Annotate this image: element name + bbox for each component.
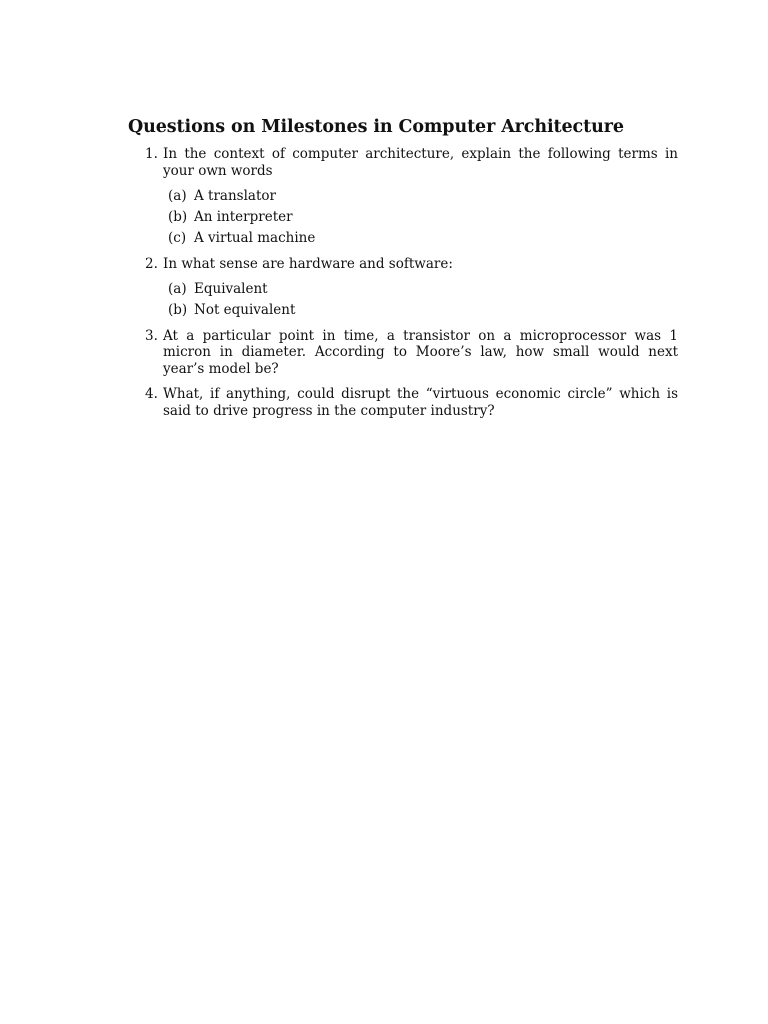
- subitem-list: [163, 281, 678, 319]
- subitem-text: An interpreter: [194, 209, 293, 225]
- subitem-list: [163, 188, 678, 247]
- subitem-text: Not equivalent: [194, 302, 296, 318]
- subitem: [163, 281, 678, 298]
- document-content: [128, 114, 678, 428]
- subitem: [163, 209, 678, 226]
- question-text: At a particular point in time, a transistor on a microprocessor was 1 micron in diameter. According to Moore’s law, how small would next year’s model be?: [163, 327, 678, 377]
- document-title: Questions on Milestones in Computer Architecture: [128, 117, 624, 137]
- question-number: 4.: [145, 386, 158, 402]
- subitem-label: (b): [168, 209, 188, 225]
- question-text: In what sense are hardware and software:: [163, 255, 453, 272]
- question-number: 1.: [145, 146, 158, 162]
- question-number: 2.: [145, 255, 158, 272]
- question-3: [128, 328, 678, 378]
- subitem-label: (a): [168, 188, 187, 204]
- question-text: In the context of computer architecture, explain the following terms in your own words: [163, 146, 678, 179]
- subitem-text: Equivalent: [194, 281, 268, 297]
- question-list: [128, 146, 678, 419]
- subitem-label: (c): [168, 230, 187, 246]
- subitem: [163, 230, 678, 247]
- subitem-text: A virtual machine: [194, 230, 316, 246]
- question-4: [128, 386, 678, 419]
- subitem: [163, 188, 678, 205]
- question-number: 3.: [145, 327, 158, 344]
- subitem-text: A translator: [194, 188, 276, 204]
- question-text: What, if anything, could disrupt the “virtuous economic circle” which is said to drive progress in the computer industry?: [163, 386, 678, 419]
- subitem-label: (a): [168, 281, 187, 297]
- subitem-label: (b): [168, 302, 188, 318]
- question-1: [128, 146, 678, 247]
- subitem: [163, 302, 678, 319]
- question-2: [128, 256, 678, 319]
